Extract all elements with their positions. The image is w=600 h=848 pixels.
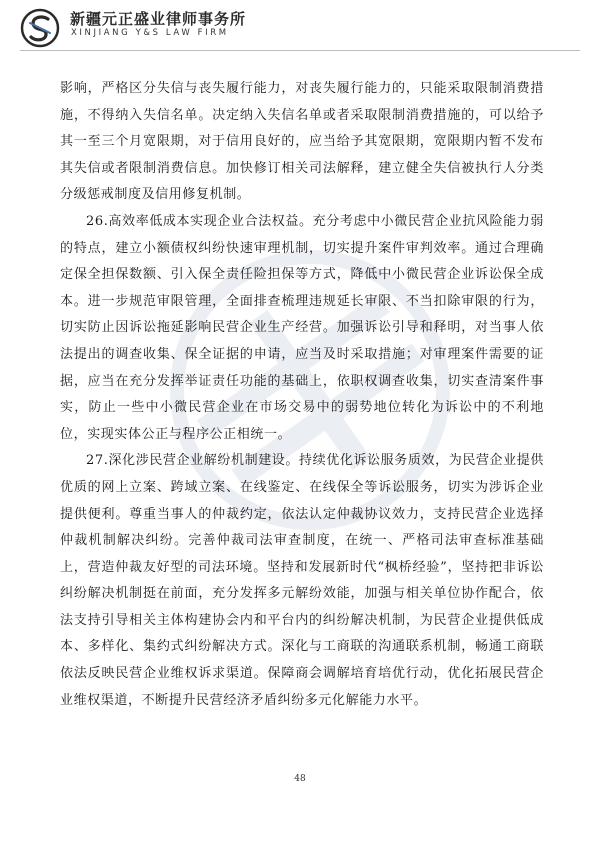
- paragraph-item-26: 26.高效率低成本实现企业合法权益。充分考虑中小微民营企业抗风险能力弱的特点，建立小额债权纠纷快速审理机制，切实提升案件审判效率。通过合理确定保全担保数额、引入保全责任险担保等方式，降低中小微民营企业诉讼保全成本。进一步规范审限管理，全面排查梳理违规延长审限、不当扣除审限的行为，切实防止因诉讼拖延影响民营企业生产经营。加强诉讼引导和释明，对当事人依法提出的调查收集、保全证据的申请，应当及时采取措施；对审理案件需要的证据，应当在充分发挥举证责任功能的基础上，依职权调查收集，切实查清案件事实，防止一些中小微民营企业在市场交易中的弱势地位转化为诉讼中的不利地位，实现实体公正与程序公正相统一。: [60, 213, 544, 442]
- page-number: 48: [294, 774, 306, 784]
- firm-name-english: XINJIANG Y&S LAW FIRM: [71, 28, 229, 38]
- page-header: [20, 6, 580, 46]
- firm-logo-icon: [20, 8, 60, 48]
- document-body: [60, 76, 544, 714]
- paragraph-item-27: 27.深化涉民营企业解纷机制建设。持续优化诉讼服务质效，为民营企业提供优质的网上立案、跨域立案、在线鉴定、在线保全等诉讼服务，切实为涉诉企业提供便利。尊重当事人的仲裁约定，依法认定仲裁协议效力，支持民营企业选择仲裁机制解决纠纷。完善仲裁司法审查制度，在统一、严格司法审查标准基础上，营造仲裁友好型的司法环境。坚持和发展新时代“枫桥经验”，坚持把非诉讼纠纷解决机制挺在前面，充分发挥多元解纷效能，加强与相关单位协作配合，依法支持引导相关主体构建协会内和平台内的纠纷解决机制，为民营企业提供低成本、多样化、集约式纠纷解决方式。深化与工商联的沟通联系机制，畅通工商联依法反映民营企业维权诉求渠道。保障商会调解培育培优行动，优化拓展民营企业维权渠道，不断提升民营经济矛盾纠纷多元化解能力水平。: [60, 453, 544, 708]
- header-divider: [20, 50, 580, 51]
- paragraph-continuation: 影响，严格区分失信与丧失履行能力，对丧失履行能力的，只能采取限制消费措施，不得纳入失信名单。决定纳入失信名单或者采取限制消费措施的，可以给予其一至三个月宽限期，对于信用良好的，应当给予其宽限期，宽限期内暂不发布其失信或者限制消费信息。加快修订相关司法解释，建立健全失信被执行人分类分级惩戒制度及信用修复机制。: [60, 81, 544, 203]
- firm-name-chinese: 新疆元正盛业律师事务所: [70, 10, 247, 28]
